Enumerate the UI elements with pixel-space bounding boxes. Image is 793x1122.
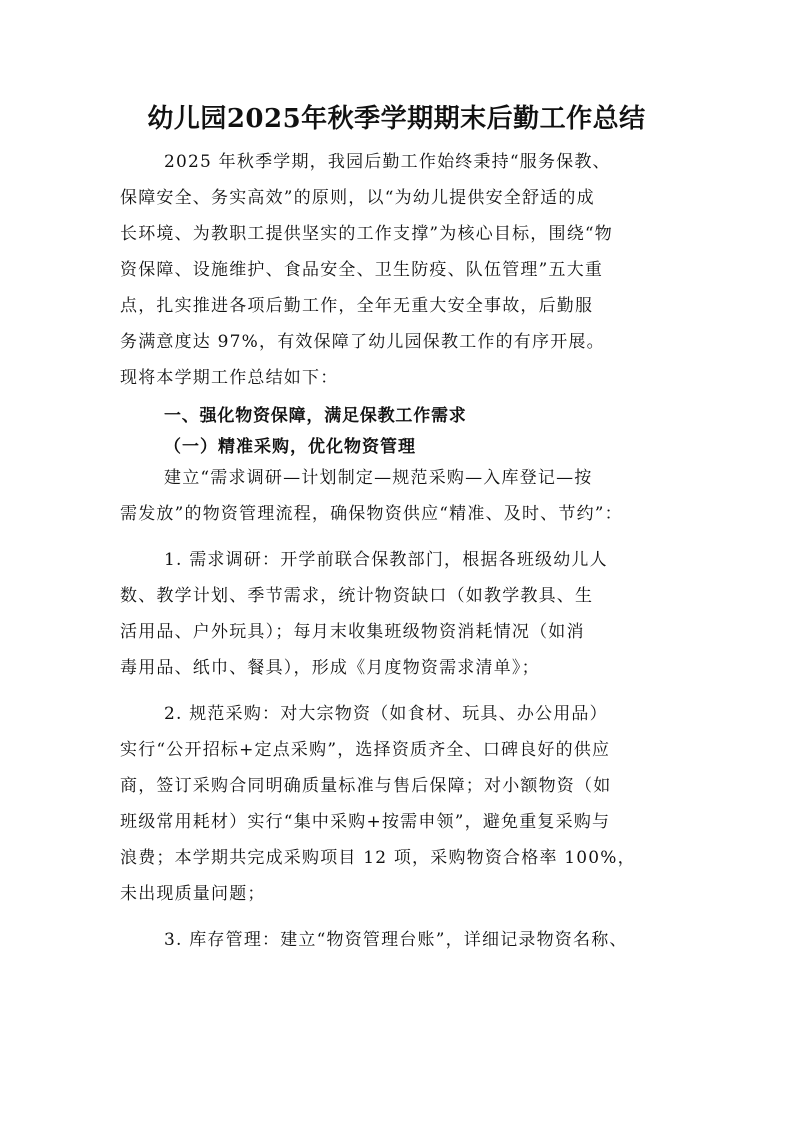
list-item-line: 未出现质量问题；	[120, 884, 266, 904]
paragraph-line: 长环境、为教职工提供坚实的工作支撑”为核心目标，围绕“物	[120, 224, 613, 244]
list-item-line: 2. 规范采购：对大宗物资（如食材、玩具、办公用品）	[164, 704, 608, 724]
list-item-line: 商，签订采购合同明确质量标准与售后保障；对小额物资（如	[120, 776, 612, 796]
paragraph-line: 2025 年秋季学期，我园后勤工作始终秉持“服务保教、	[164, 152, 611, 172]
paragraph-line: 需发放”的物资管理流程，确保物资供应“精准、及时、节约”：	[120, 504, 623, 524]
paragraph-line: 资保障、设施维护、食品安全、卫生防疫、队伍管理”五大重	[120, 260, 604, 280]
section-heading: 一、强化物资保障，满足保教工作需求	[164, 406, 467, 426]
paragraph-line: 保障安全、务实高效”的原则，以“为幼儿提供安全舒适的成	[120, 188, 595, 208]
list-item-line: 实行“公开招标+定点采购”，选择资质齐全、口碑良好的供应	[120, 740, 611, 760]
paragraph-line: 建立“需求调研—计划制定—规范采购—入库登记—按	[164, 468, 593, 488]
document-title: 幼儿园2025年秋季学期期末后勤工作总结	[147, 104, 646, 134]
list-item-line: 1. 需求调研：开学前联合保教部门，根据各班级幼儿人	[164, 550, 608, 570]
list-item-line: 数、教学计划、季节需求，统计物资缺口（如教学教具、生	[120, 586, 594, 606]
list-item-line: 3. 库存管理：建立“物资管理台账”，详细记录物资名称、	[164, 930, 628, 950]
list-item-line: 活用品、户外玩具）；每月末收集班级物资消耗情况（如消	[120, 622, 585, 642]
list-item-line: 浪费；本学期共完成采购项目 12 项，采购物资合格率 100%，	[120, 848, 636, 868]
paragraph-line: 现将本学期工作总结如下：	[120, 368, 339, 388]
paragraph-line: 务满意度达 97%，有效保障了幼儿园保教工作的有序开展。	[120, 332, 605, 352]
list-item-line: 班级常用耗材）实行“集中采购+按需申领”，避免重复采购与	[120, 812, 611, 832]
paragraph-line: 点，扎实推进各项后勤工作，全年无重大安全事故，后勤服	[120, 296, 594, 316]
subsection-heading: （一）精准采购，优化物资管理	[164, 437, 416, 457]
list-item-line: 毒用品、纸巾、餐具），形成《月度物资需求清单》；	[120, 658, 540, 678]
